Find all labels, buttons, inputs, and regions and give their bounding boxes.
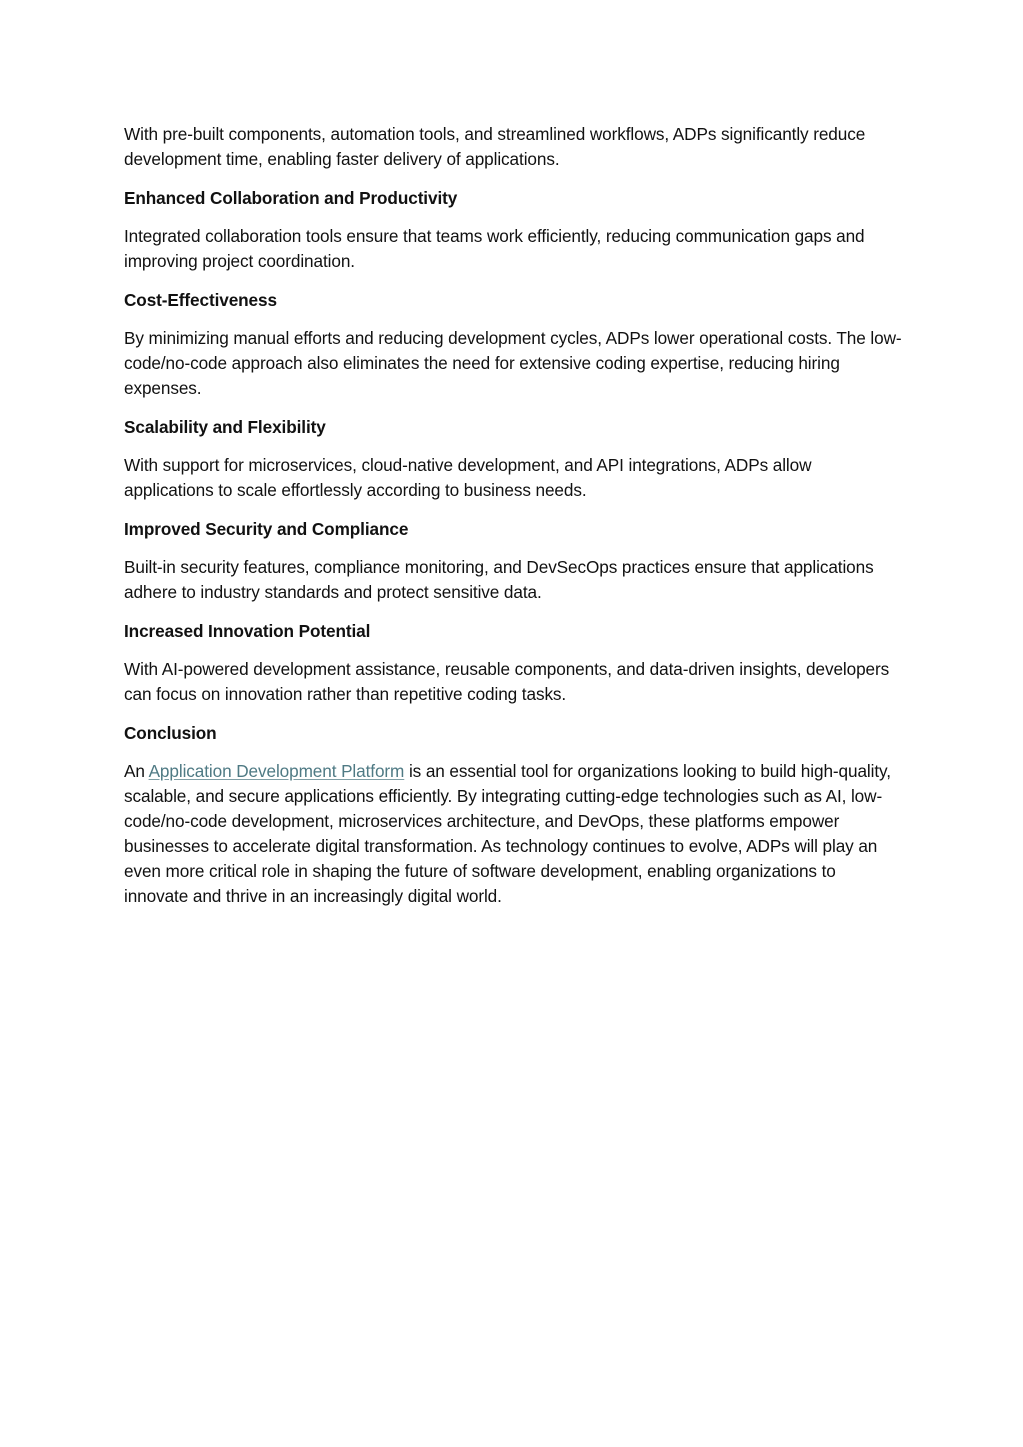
paragraph-innovation-potential: With AI-powered development assistance, reusable components, and data-driven insights, developers can focus on innovation rather than repetitive coding tasks. [124, 659, 890, 704]
conclusion-text: is an essential tool for organizations looking to build high-quality, scalable, and secure applications efficiently. By integrating cutting-edge technologies such as AI, low-code/no-code development, microservices architecture, and DevOps, these platforms empower businesses to accelerate digital transformation. As technology continues to evolve, ADPs will play an even more critical role in shaping the future of software development, enabling organizations to innovate and thrive in an increasingly digital world. [124, 761, 891, 906]
intro-paragraph: With pre-built components, automation tools, and streamlined workflows, ADPs significantly reduce development time, enabling faster delivery of applications. [124, 124, 866, 169]
heading-innovation-potential: Increased Innovation Potential [124, 620, 371, 641]
heading-cost-effectiveness: Cost-Effectiveness [124, 289, 277, 310]
paragraph-cost-effectiveness: By minimizing manual efforts and reducing development cycles, ADPs lower operational costs. The low-code/no-code approach also eliminates the need for extensive coding expertise, reducing hiring expenses. [124, 328, 902, 398]
conclusion-prefix: An [124, 761, 149, 781]
application-development-platform-link[interactable]: Application Development Platform [148, 761, 405, 781]
paragraph-security-compliance: Built-in security features, compliance monitoring, and DevSecOps practices ensure that applications adhere to industry standards and protect sensitive data. [124, 557, 874, 602]
conclusion-paragraph [124, 759, 904, 909]
heading-scalability: Scalability and Flexibility [124, 416, 326, 437]
heading-enhanced-collaboration: Enhanced Collaboration and Productivity [124, 187, 458, 208]
heading-conclusion: Conclusion [124, 722, 217, 743]
document-page [124, 122, 904, 923]
paragraph-scalability: With support for microservices, cloud-native development, and API integrations, ADPs allow applications to scale effortlessly according to business needs. [124, 455, 812, 500]
paragraph-enhanced-collaboration: Integrated collaboration tools ensure that teams work efficiently, reducing communication gaps and improving project coordination. [124, 226, 865, 271]
heading-security-compliance: Improved Security and Compliance [124, 518, 409, 539]
